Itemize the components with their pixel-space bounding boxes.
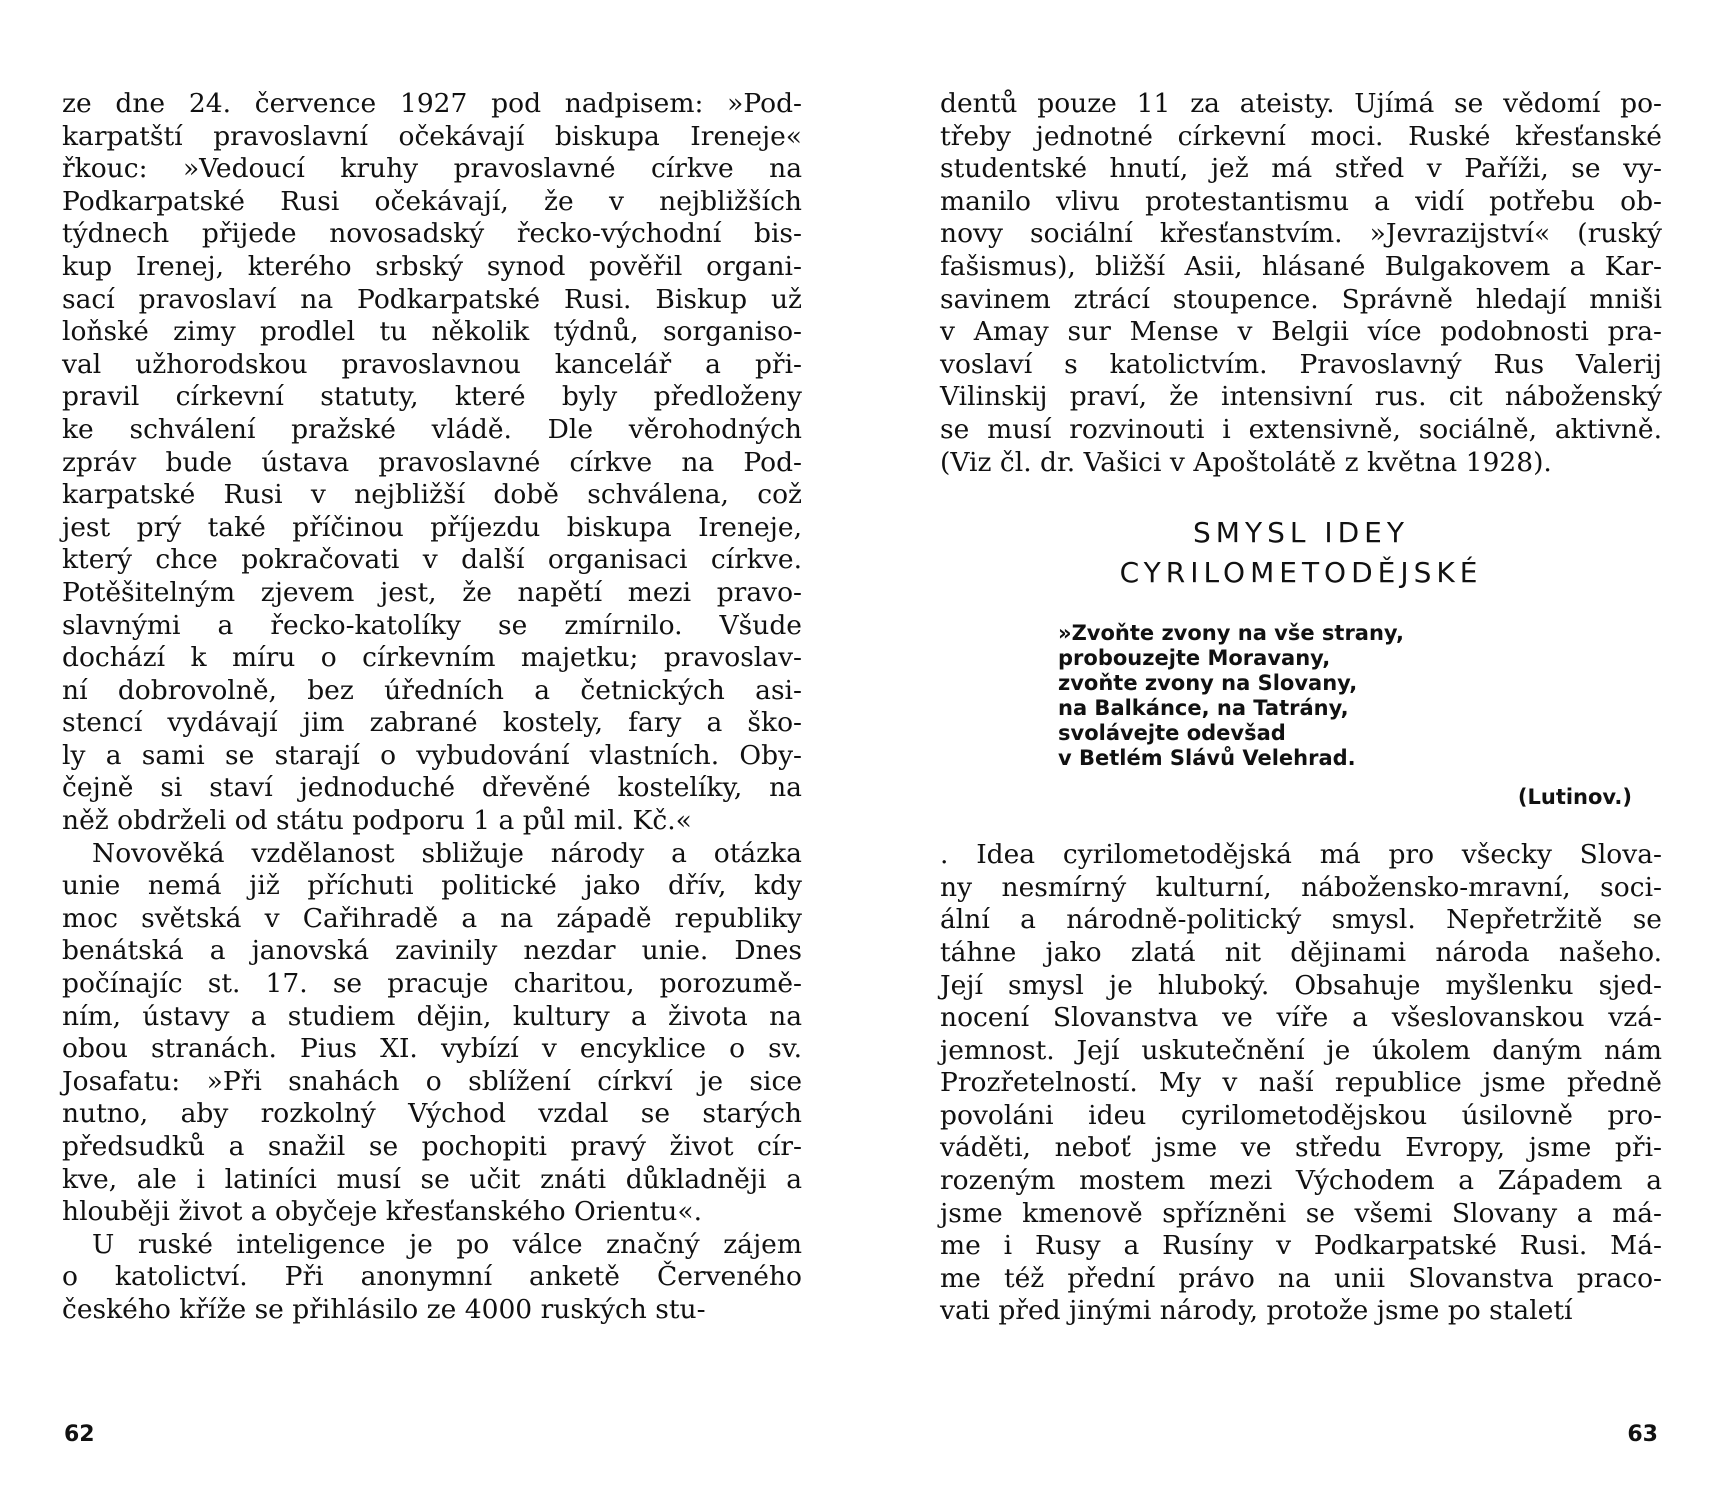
text-line: kve, ale i latiníci musí se učit znáti důkladněji a bbox=[62, 1163, 802, 1195]
text-line: se musí rozvinouti i extensivně, sociálně, aktivně. bbox=[940, 413, 1662, 445]
text-line: slavnými a řecko-katolíky se zmírnilo. Všude bbox=[62, 609, 802, 641]
text-line: ální a národně-politický smysl. Nepřetržitě se bbox=[940, 904, 1662, 936]
chapter-heading-line-2: CYRILOMETODĚJSKÉ bbox=[1119, 556, 1483, 590]
text-line: jsme kmenově spřízněni se všemi Slovany a má- bbox=[940, 1197, 1662, 1229]
text-line: karpatští pravoslavní očekávají biskupa Ireneje« bbox=[62, 120, 802, 152]
page-number-right: 63 bbox=[1627, 1422, 1658, 1447]
text-line: dochází k míru o církevním majetku; pravoslav- bbox=[62, 642, 802, 674]
text-line: jest prý také příčinou příjezdu biskupa Ireneje, bbox=[62, 511, 802, 543]
text-line: hlouběji život a obyčeje křesťanského Orientu«. bbox=[62, 1196, 702, 1228]
text-line: savinem ztrácí stoupence. Správně hledají mniši bbox=[940, 283, 1662, 315]
text-line: karpatské Rusi v nejbližší době schválena, což bbox=[62, 479, 802, 511]
text-line: kup Irenej, kterého srbský synod pověřil organi- bbox=[62, 250, 802, 282]
text-line: moc světská v Cařihradě a na západě republiky bbox=[62, 902, 802, 934]
page-number-left: 62 bbox=[64, 1422, 95, 1447]
text-line: ny nesmírný kulturní, nábožensko-mravní, soci- bbox=[940, 871, 1662, 903]
motto-line: na Balkánce, na Tatrány, bbox=[1058, 696, 1349, 721]
text-line: . Idea cyrilometodějská má pro všecky Slova- bbox=[940, 839, 1662, 871]
text-line: dentů pouze 11 za ateisty. Ujímá se vědomí po- bbox=[940, 88, 1662, 119]
text-line: týdnech přijede novosadský řecko-východní bis- bbox=[62, 218, 802, 250]
text-line: nutno, aby rozkolný Východ vzdal se starých bbox=[62, 1098, 802, 1130]
text-line: unie nemá již příchuti politické jako dřív, kdy bbox=[62, 870, 802, 902]
text-line: pravil církevní statuty, které byly předloženy bbox=[62, 381, 802, 413]
text-line: táhne jako zlatá nit dějinami národa našeho. bbox=[940, 936, 1662, 968]
motto-line: zvoňte zvony na Slovany, bbox=[1058, 671, 1358, 696]
motto-line: svolávejte odevšad bbox=[1058, 721, 1286, 746]
text-line: me též přední právo na unii Slovanstva praco- bbox=[940, 1262, 1662, 1294]
text-line: českého kříže se přihlásilo ze 4000 ruských stu- bbox=[62, 1293, 706, 1325]
text-line: rozeným mostem mezi Východem a Západem a bbox=[940, 1165, 1662, 1197]
text-line: studentské hnutí, jež má střed v Paříži, se vy- bbox=[940, 153, 1662, 185]
left-text-column bbox=[62, 88, 802, 1327]
text-line: sací pravoslaví na Podkarpatské Rusi. Biskup už bbox=[62, 283, 802, 315]
text-line: manilo vlivu protestantismu a vidí potřebu ob- bbox=[940, 185, 1662, 217]
text-line: ním, ústavy a studiem dějin, kultury a života na bbox=[62, 1000, 802, 1032]
text-line: Prozřetelností. My v naší republice jsme předně bbox=[940, 1067, 1662, 1099]
text-line: řkouc: »Vedoucí kruhy pravoslavné církve na bbox=[62, 153, 802, 185]
chapter-heading-line-1: SMYSL IDEY bbox=[1193, 516, 1409, 550]
text-line: obou stranách. Pius XI. vybízí v encyklice o sv. bbox=[62, 1033, 802, 1065]
text-line: který chce pokračovati v další organisaci církve. bbox=[62, 544, 802, 576]
text-line: počínajíc st. 17. se pracuje charitou, porozumě- bbox=[62, 968, 802, 1000]
text-line: voslaví s katolictvím. Pravoslavný Rus Valerij bbox=[940, 348, 1662, 380]
text-line: benátská a janovská zavinily nezdar unie. Dnes bbox=[62, 935, 802, 967]
text-line: povoláni ideu cyrilometodějskou úsilovně pro- bbox=[940, 1099, 1662, 1131]
text-line: jemnost. Její uskutečnění je úkolem daným nám bbox=[940, 1034, 1662, 1066]
motto-line: v Betlém Slávů Velehrad. bbox=[1058, 746, 1356, 771]
text-line: ní dobrovolně, bez úředních a četnických asi- bbox=[62, 674, 802, 706]
text-line: o katolictví. Při anonymní anketě Červeného bbox=[62, 1261, 802, 1293]
text-line: Její smysl je hluboký. Obsahuje myšlenku sjed- bbox=[940, 969, 1662, 1001]
text-line: nocení Slovanstva ve víře a všeslovanskou vzá- bbox=[940, 1002, 1662, 1034]
motto-line: »Zvoňte zvony na vše strany, bbox=[1058, 621, 1404, 646]
text-line: ly a sami se starají o vybudování vlastních. Oby- bbox=[62, 739, 802, 771]
text-line: Novověká vzdělanost sbližuje národy a otázka bbox=[92, 837, 802, 869]
text-line: předsudků a snažil se pochopiti pravý život cír- bbox=[62, 1131, 802, 1162]
text-line: čejně si staví jednoduché dřevěné kostelíky, na bbox=[62, 772, 802, 804]
text-line: fašismus), bližší Asii, hlásané Bulgakovem a Kar- bbox=[940, 250, 1662, 282]
text-line: Potěšitelným zjevem jest, že napětí mezi pravo- bbox=[62, 576, 802, 608]
text-line: ze dne 24. července 1927 pod nadpisem: »Pod- bbox=[62, 88, 802, 119]
text-line: Podkarpatské Rusi očekávají, že v nejbližších bbox=[62, 185, 802, 217]
text-line: něž obdrželi od státu podporu 1 a půl mil. Kč.« bbox=[62, 805, 692, 837]
text-line: loňské zimy prodlel tu několik týdnů, sorganiso- bbox=[62, 316, 802, 348]
text-line: val užhorodskou pravoslavnou kancelář a při- bbox=[62, 348, 802, 380]
text-line: novy sociální křesťanstvím. »Jevrazijství« (ruský bbox=[940, 218, 1662, 250]
text-line: stencí vydávají jim zabrané kostely, fary a ško- bbox=[62, 707, 802, 739]
text-line: třeby jednotné církevní moci. Ruské křesťanské bbox=[940, 120, 1662, 152]
text-line: U ruské inteligence je po válce značný zájem bbox=[92, 1228, 802, 1260]
motto-line: probouzejte Moravany, bbox=[1058, 646, 1331, 671]
text-line: váděti, neboť jsme ve středu Evropy, jsme při- bbox=[940, 1132, 1662, 1164]
chapter-body bbox=[940, 839, 1662, 1328]
right-page bbox=[858, 0, 1716, 1500]
text-line: (Viz čl. dr. Vašici v Apoštolátě z května 1928). bbox=[940, 446, 1552, 478]
motto-attribution: (Lutinov.) bbox=[1517, 785, 1632, 810]
text-line: vati před jinými národy, protože jsme po staletí bbox=[940, 1295, 1573, 1327]
text-line: Josafatu: »Při snahách o sblížení církví je sice bbox=[62, 1065, 802, 1097]
text-line: v Amay sur Mense v Belgii více podobnosti pra- bbox=[940, 316, 1662, 348]
text-line: Vilinskij praví, že intensivní rus. cit náboženský bbox=[940, 381, 1662, 413]
chapter-heading bbox=[940, 513, 1662, 593]
text-line: ke schválení pražské vládě. Dle věrohodných bbox=[62, 413, 802, 445]
motto-poem bbox=[1058, 621, 1662, 771]
text-line: zpráv bude ústava pravoslavné církve na Pod- bbox=[62, 446, 802, 478]
right-text-column bbox=[940, 88, 1662, 1328]
continued-paragraph bbox=[940, 88, 1662, 479]
text-line: me i Rusy a Rusíny v Podkarpatské Rusi. Má- bbox=[940, 1230, 1662, 1262]
